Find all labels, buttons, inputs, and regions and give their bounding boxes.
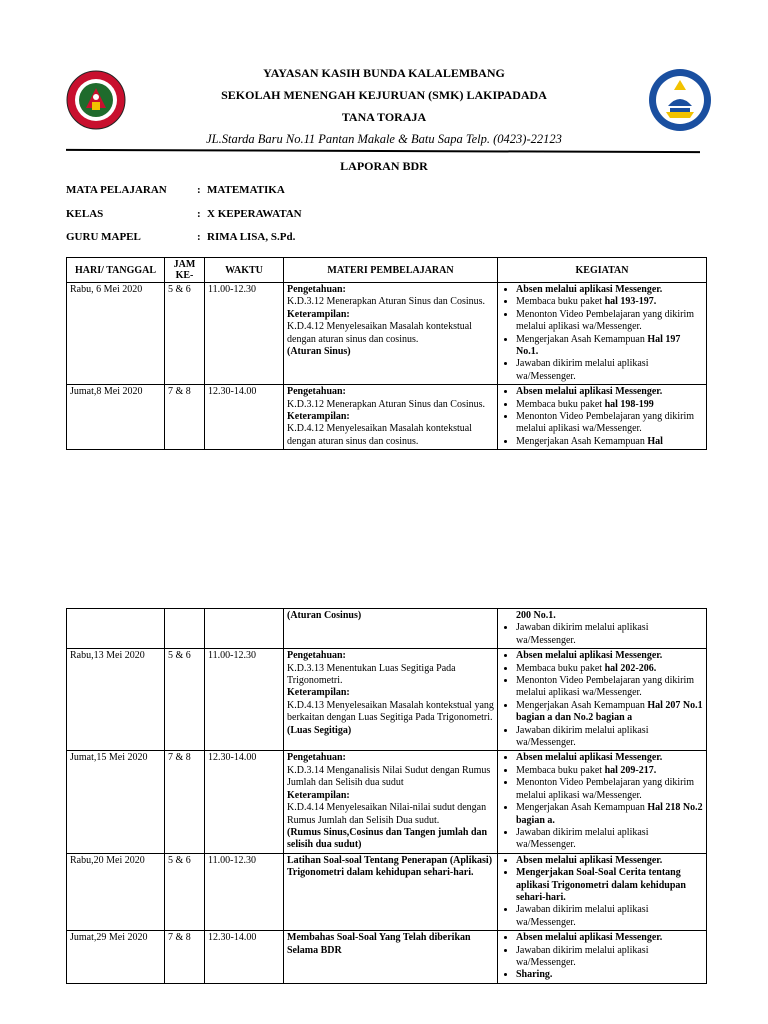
list-item (516, 296, 703, 308)
cell-kegiatan (498, 283, 707, 385)
cell-materi (284, 609, 498, 649)
schedule-table-part2 (66, 608, 707, 984)
materi-heading: Keterampilan: (287, 687, 350, 699)
materi-topic: (Aturan Cosinus) (287, 610, 362, 621)
materi-heading: Pengetahuan: (287, 752, 346, 764)
cell-materi (284, 385, 498, 450)
cell-kegiatan (498, 751, 707, 853)
list-item: • Jawaban dikirim melalui aplikasi wa/Messenger. (516, 904, 703, 929)
list-item: • Menonton Video Pembelajaran yang dikirim melalui aplikasi wa/Messenger. (516, 675, 703, 700)
list-item (516, 700, 703, 725)
cell-materi (284, 751, 498, 853)
cell-day: Rabu,13 Mei 2020 (67, 649, 165, 751)
meta-subject-label: MATA PELAJARAN (66, 184, 167, 196)
header-waktu: WAKTU (205, 258, 284, 283)
cell-day: Jumat,29 Mei 2020 (67, 931, 165, 984)
header-jam: JAM KE- (165, 258, 205, 283)
cell-waktu: 11.00-12.30 (205, 853, 284, 930)
table-row (67, 931, 707, 984)
meta-colon: : (197, 231, 201, 243)
cell-day (67, 609, 165, 649)
cell-materi (284, 649, 498, 751)
list-item-bold: hal 209-217. (604, 764, 657, 776)
cell-day: Jumat,8 Mei 2020 (67, 385, 165, 450)
list-item: • Jawaban dikirim melalui aplikasi wa/Messenger. (516, 945, 703, 970)
list-item: • Jawaban dikirim melalui aplikasi wa/Messenger. (516, 725, 703, 750)
cell-kegiatan (498, 609, 707, 649)
header-materi: MATERI PEMBELAJARAN (284, 258, 498, 283)
materi-text: K.D.4.12 Menyelesaikan Masalah kontekstual dengan aturan sinus dan cosinus. (287, 423, 472, 447)
meta-class-label: KELAS (66, 208, 104, 220)
table-row (67, 609, 707, 649)
cell-waktu: 12.30-14.00 (205, 751, 284, 853)
table-row (67, 751, 707, 853)
cell-kegiatan (498, 853, 707, 930)
materi-heading: Keterampilan: (287, 308, 350, 320)
cell-kegiatan (498, 649, 707, 751)
materi-topic: (Luas Segitiga) (287, 724, 352, 736)
materi-topic: (Rumus Sinus,Cosinus dan Tangen jumlah dan selisih dua sudut) (287, 826, 488, 851)
list-item: • Jawaban dikirim melalui aplikasi wa/Messenger. (516, 358, 703, 383)
table-row (67, 853, 707, 930)
cell-waktu: 11.00-12.30 (205, 649, 284, 751)
list-item-bold: hal 193-197. (604, 296, 657, 308)
meta-teacher-label: GURU MAPEL (66, 231, 141, 243)
list-item-bold: Hal 197 No.1. (516, 333, 681, 358)
school-location: TANA TORAJA (341, 110, 427, 124)
materi-heading: Keterampilan: (287, 789, 350, 801)
meta-teacher-value: RIMA LISA, S.Pd. (207, 231, 296, 243)
materi-topic: Membahas Soal-Soal Yang Telah diberikan Selama BDR (287, 932, 471, 956)
list-item: • Absen melalui aplikasi Messenger. (516, 386, 703, 398)
materi-text: K.D.3.14 Menganalisis Nilai Sudut dengan Rumus Jumlah dan Selisih dua sudut (287, 764, 491, 789)
cell-jam: 5 & 6 (165, 649, 205, 751)
materi-topic: (Aturan Sinus) (287, 346, 351, 358)
cell-kegiatan (498, 931, 707, 984)
list-item: • Sharing. (516, 969, 703, 981)
meta-colon: : (197, 184, 201, 196)
header-kegiatan: KEGIATAN (498, 258, 707, 283)
list-item-text: Mengerjakan Asah Kemampuan (516, 699, 648, 711)
cell-materi (284, 931, 498, 984)
materi-text: K.D.3.13 Menentukan Luas Segitiga Pada Trigonometri. (287, 662, 456, 687)
meta-colon: : (197, 208, 201, 220)
materi-text: K.D.3.12 Menerapkan Aturan Sinus dan Cosinus. (287, 398, 486, 410)
report-title: LAPORAN BDR (340, 159, 428, 173)
list-item (516, 802, 703, 827)
list-item-text: Membaca buku paket (516, 764, 605, 776)
materi-heading: Pengetahuan: (287, 284, 346, 295)
cell-jam (165, 609, 205, 649)
schedule-table-part1 (66, 257, 707, 450)
list-item-bold: hal 198-199 (604, 398, 654, 410)
list-item: • Absen melalui aplikasi Messenger. (516, 932, 703, 944)
cell-waktu: 11.00-12.30 (205, 283, 284, 385)
cell-jam: 5 & 6 (165, 853, 205, 930)
list-item: • Absen melalui aplikasi Messenger. (516, 650, 703, 662)
foundation-name: YAYASAN KASIH BUNDA KALALEMBANG (263, 66, 505, 80)
list-item: • Jawaban dikirim melalui aplikasi wa/Messenger. (516, 622, 703, 647)
list-item-text: Membaca buku paket (516, 296, 605, 308)
list-item (516, 663, 703, 675)
list-item-text: Membaca buku paket (516, 398, 605, 410)
materi-text: K.D.4.12 Menyelesaikan Masalah kontekstual dengan aturan sinus dan cosinus. (287, 321, 472, 345)
materi-heading: Keterampilan: (287, 411, 350, 423)
cell-jam: 5 & 6 (165, 283, 205, 385)
list-item-text: Mengerjakan Asah Kemampuan (516, 333, 648, 345)
list-item-bold: Hal 207 No.1 bagian a dan No.2 bagian a (516, 699, 703, 724)
list-item: • Menonton Video Pembelajaran yang dikirim melalui aplikasi wa/Messenger. (516, 309, 703, 334)
list-item: • Jawaban dikirim melalui aplikasi wa/Messenger. (516, 827, 703, 852)
list-item: • Absen melalui aplikasi Messenger. (516, 752, 703, 764)
list-item (516, 765, 703, 777)
materi-text: K.D.4.14 Menyelesaikan Nilai-nilai sudut dengan Rumus Jumlah dan Selisih Dua sudut. (287, 802, 487, 826)
cell-day: Jumat,15 Mei 2020 (67, 751, 165, 853)
table-row (67, 649, 707, 751)
table-row (67, 283, 707, 385)
meta-subject-value: MATEMATIKA (207, 184, 285, 196)
list-item-text: Mengerjakan Asah Kemampuan (516, 802, 648, 814)
cell-materi (284, 283, 498, 385)
list-item: • Mengerjakan Soal-Soal Cerita tentang aplikasi Trigonometri dalam kehidupan sehari-hari. (516, 867, 703, 904)
list-item-bold: Hal (647, 435, 663, 447)
header-day: HARI/ TANGGAL (67, 258, 165, 283)
list-item: • Absen melalui aplikasi Messenger. (516, 284, 703, 296)
cell-jam: 7 & 8 (165, 931, 205, 984)
materi-heading: Pengetahuan: (287, 386, 346, 398)
table-header-row (67, 258, 707, 283)
table-row (67, 385, 707, 450)
school-address: JL.Starda Baru No.11 Pantan Makale & Batu Sapa Telp. (0423)-22123 (206, 132, 562, 146)
cell-materi (284, 853, 498, 930)
materi-heading: Pengetahuan: (287, 650, 346, 662)
list-item-text: Mengerjakan Asah Kemampuan (516, 435, 648, 447)
cell-day: Rabu, 6 Mei 2020 (67, 283, 165, 385)
meta-class-value: X KEPERAWATAN (207, 208, 302, 220)
materi-topic: Latihan Soal-soal Tentang Penerapan (Aplikasi) Trigonometri dalam kehidupan sehari-hari. (287, 854, 493, 879)
cell-kegiatan (498, 385, 707, 450)
materi-text: K.D.4.13 Menyelesaikan Masalah kontekstual yang berkaitan dengan Luas Segitiga Pada Trigonometri. (287, 699, 494, 724)
list-item-continued: 200 No.1. (516, 610, 556, 621)
list-item: • Menonton Video Pembelajaran yang dikirim melalui aplikasi wa/Messenger. (516, 777, 703, 802)
school-name: SEKOLAH MENENGAH KEJURUAN (SMK) LAKIPADADA (221, 88, 547, 102)
list-item-bold: hal 202-206. (604, 662, 657, 674)
cell-jam: 7 & 8 (165, 385, 205, 450)
list-item (516, 399, 703, 411)
cell-waktu: 12.30-14.00 (205, 385, 284, 450)
cell-jam: 7 & 8 (165, 751, 205, 853)
cell-waktu: 12.30-14.00 (205, 931, 284, 984)
header-divider (66, 149, 700, 153)
list-item (516, 436, 703, 448)
cell-waktu (205, 609, 284, 649)
list-item (516, 334, 703, 359)
list-item: • Absen melalui aplikasi Messenger. (516, 855, 703, 867)
list-item: • Menonton Video Pembelajaran yang dikirim melalui aplikasi wa/Messenger. (516, 411, 703, 436)
cell-day: Rabu,20 Mei 2020 (67, 853, 165, 930)
list-item-text: Membaca buku paket (516, 662, 605, 674)
materi-text: K.D.3.12 Menerapkan Aturan Sinus dan Cosinus. (287, 296, 486, 308)
list-item-bold: Hal 218 No.2 bagian a. (516, 802, 703, 826)
